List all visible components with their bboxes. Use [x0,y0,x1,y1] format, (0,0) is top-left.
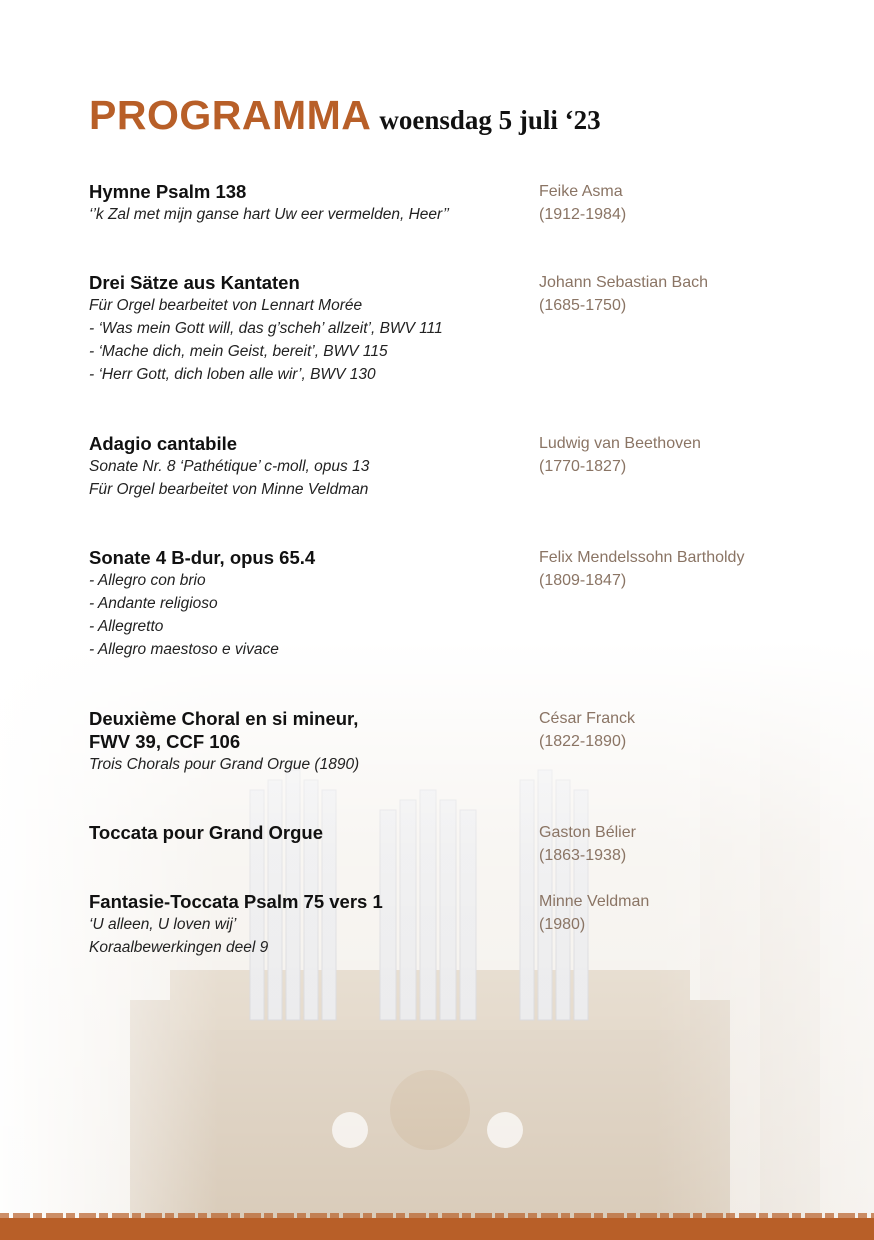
composer-name: Ludwig van Beethoven [539,435,701,452]
piece-detail: - ‘Mache dich, mein Geist, bereit’, BWV 115 [89,343,388,360]
piece-info [89,432,534,501]
piece-detail: - Allegro maestoso e vivace [89,641,279,658]
piece-title: Drei Sätze aus Kantaten [89,272,300,293]
piece-title: Deuxième Choral en si mineur, [89,708,359,729]
composer-years: (1809-1847) [539,572,627,589]
composer-name: Minne Veldman [539,893,650,910]
piece-detail: Trois Chorals pour Grand Orgue (1890) [89,756,360,773]
piece-title: Adagio cantabile [89,433,238,454]
piece-detail: - ‘Herr Gott, dich loben alle wir’, BWV 130 [89,366,376,383]
piece-detail: - Andante religioso [89,595,218,612]
composer-years: (1863-1938) [539,847,627,864]
piece-title: Toccata pour Grand Orgue [89,822,324,843]
piece-detail: Für Orgel bearbeitet von Minne Veldman [89,481,369,498]
piece-title: Hymne Psalm 138 [89,181,247,202]
piece-detail: Sonate Nr. 8 ‘Pathétique’ c-moll, opus 13 [89,458,370,475]
composer-info [539,180,859,226]
composer-name: Felix Mendelssohn Bartholdy [539,549,745,566]
composer-years: (1685-1750) [539,297,627,314]
composer-name: Feike Asma [539,183,623,200]
piece-info [89,271,534,386]
piece-detail: Für Orgel bearbeitet von Lennart Morée [89,297,363,314]
piece-title: Fantasie-Toccata Psalm 75 vers 1 [89,891,383,912]
composer-years: (1770-1827) [539,458,627,475]
piece-title: FWV 39, CCF 106 [89,731,241,752]
piece-title: Sonate 4 B-dur, opus 65.4 [89,547,316,568]
concert-date: woensdag 5 juli ‘23 [379,105,601,135]
bottom-accent-band [0,1218,874,1240]
piece-info [89,890,534,959]
composer-years: (1980) [539,916,586,933]
composer-info [539,890,859,936]
piece-detail: - ‘Was mein Gott will, das g’scheh’ allzeit’, BWV 111 [89,320,443,337]
composer-years: (1912-1984) [539,206,627,223]
piece-detail: ‘U alleen, U loven wij’ [89,916,237,933]
composer-name: Johann Sebastian Bach [539,274,709,291]
piece-detail: ‘’k Zal met mijn ganse hart Uw eer vermelden, Heer’’ [89,206,450,223]
piece-info [89,821,534,844]
piece-info [89,707,534,776]
composer-info [539,271,859,317]
piece-detail: Koraalbewerkingen deel 9 [89,939,269,956]
piece-detail: - Allegretto [89,618,164,635]
piece-detail: - Allegro con brio [89,572,206,589]
page-title [89,92,601,139]
programma-heading: PROGRAMMA [89,92,372,138]
composer-name: Gaston Bélier [539,824,636,841]
composer-years: (1822-1890) [539,733,627,750]
piece-info [89,180,534,226]
composer-name: César Franck [539,710,636,727]
composer-info [539,707,859,753]
composer-info [539,821,859,867]
composer-info [539,432,859,478]
composer-info [539,546,859,592]
piece-info [89,546,534,661]
